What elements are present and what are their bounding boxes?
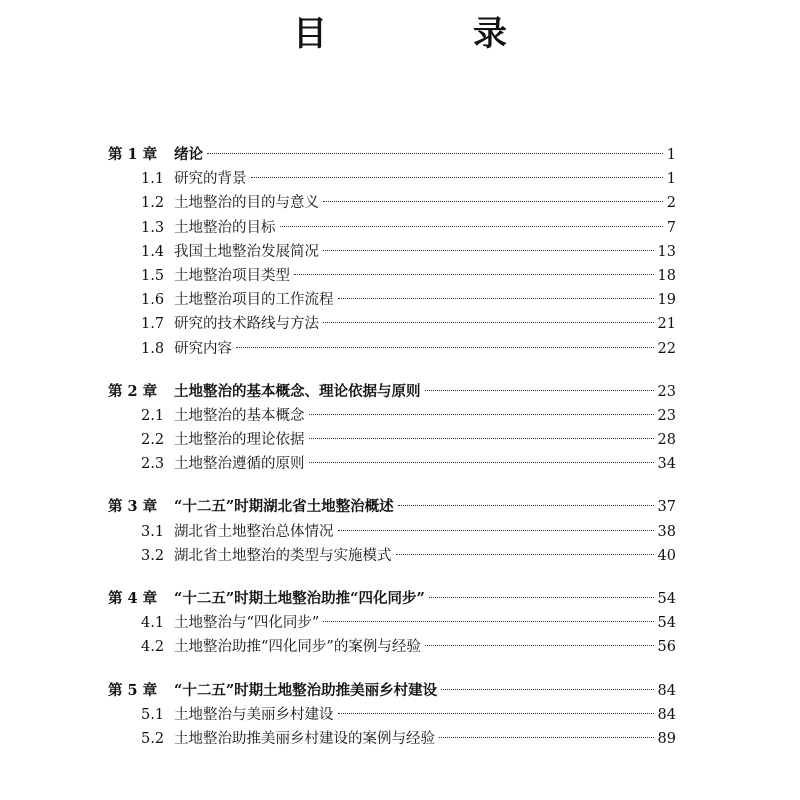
section-entry[interactable] — [108, 611, 676, 635]
dot-leader — [323, 250, 654, 251]
page-number: 23 — [657, 407, 676, 424]
section-entry[interactable] — [108, 288, 676, 312]
dot-leader — [207, 153, 663, 154]
section-title: 土地整治的目标 — [174, 219, 276, 236]
page-number: 40 — [657, 547, 676, 564]
section-title: 土地整治助推“四化同步”的案例与经验 — [174, 639, 421, 656]
dot-leader — [309, 462, 654, 463]
section-number: 2.2 — [141, 432, 165, 449]
section-entry[interactable] — [108, 264, 676, 288]
section-title: 土地整治与“四化同步” — [174, 615, 320, 632]
page-number: 1 — [666, 171, 676, 188]
section-number: 2.3 — [141, 456, 165, 473]
page-number: 37 — [657, 499, 676, 516]
section-number: 3.2 — [141, 547, 165, 564]
page-number: 19 — [657, 292, 676, 309]
chapter-block — [108, 495, 676, 568]
page-number: 89 — [657, 730, 676, 747]
section-entry[interactable] — [108, 727, 676, 751]
dot-leader — [251, 177, 663, 178]
dot-leader — [441, 689, 653, 690]
dot-leader — [425, 645, 654, 646]
section-number: 2.1 — [141, 407, 165, 424]
page-number: 21 — [657, 316, 676, 333]
section-entry[interactable] — [108, 312, 676, 336]
section-number: 5.2 — [141, 730, 165, 747]
section-title: 研究的技术路线与方法 — [174, 316, 319, 333]
section-number: 1.1 — [141, 171, 165, 188]
page-number: 34 — [657, 456, 676, 473]
section-title: 我国土地整治发展简况 — [174, 243, 319, 260]
page-number: 23 — [657, 383, 676, 400]
section-number: 1.5 — [141, 267, 165, 284]
page-number: 84 — [657, 706, 676, 723]
dot-leader — [398, 505, 654, 506]
chapter-number: 第 1 章 — [108, 146, 158, 163]
section-entry[interactable] — [108, 635, 676, 659]
chapter-entry[interactable] — [108, 380, 676, 404]
dot-leader — [338, 713, 654, 714]
section-title: 土地整治的基本概念 — [174, 407, 305, 424]
page-number: 84 — [657, 682, 676, 699]
section-title: 土地整治助推美丽乡村建设的案例与经验 — [174, 730, 435, 747]
chapter-block — [108, 380, 676, 477]
dot-leader — [396, 554, 654, 555]
chapter-number: 第 5 章 — [108, 681, 158, 699]
dot-leader — [323, 322, 654, 323]
section-title: 土地整治与美丽乡村建设 — [174, 706, 334, 723]
dot-leader — [425, 390, 654, 391]
section-entry[interactable] — [108, 452, 676, 476]
chapter-title: “十二五”时期湖北省土地整治概述 — [174, 498, 394, 516]
page-number: 56 — [657, 639, 676, 656]
chapter-block — [108, 143, 676, 361]
dot-leader — [323, 201, 663, 202]
chapter-block — [108, 587, 676, 660]
dot-leader — [309, 438, 654, 439]
page-number: 38 — [657, 523, 676, 540]
section-entry[interactable] — [108, 191, 676, 215]
dot-leader — [439, 737, 654, 738]
chapter-number: 第 3 章 — [108, 498, 158, 516]
section-number: 4.2 — [141, 639, 165, 656]
section-number: 1.6 — [141, 292, 165, 309]
chapter-block — [108, 679, 676, 752]
dot-leader — [338, 530, 654, 531]
table-of-contents — [108, 143, 676, 770]
section-entry[interactable] — [108, 703, 676, 727]
page-number: 2 — [666, 195, 676, 212]
section-title: 土地整治遵循的原则 — [174, 456, 305, 473]
chapter-entry[interactable] — [108, 587, 676, 611]
dot-leader — [294, 274, 654, 275]
dot-leader — [309, 414, 654, 415]
section-title: 研究内容 — [174, 340, 232, 357]
chapter-title: 土地整治的基本概念、理论依据与原则 — [174, 382, 421, 400]
chapter-title: 绪论 — [174, 146, 203, 163]
dot-leader — [323, 621, 653, 622]
page-number: 1 — [666, 147, 676, 163]
section-title: 土地整治项目的工作流程 — [174, 292, 334, 309]
section-number: 1.4 — [141, 243, 165, 260]
section-entry[interactable] — [108, 337, 676, 361]
section-entry[interactable] — [108, 428, 676, 452]
page-number: 54 — [657, 615, 676, 632]
dot-leader — [429, 597, 654, 598]
section-title: 湖北省土地整治的类型与实施模式 — [174, 547, 392, 564]
section-number: 4.1 — [141, 615, 165, 632]
section-number: 3.1 — [141, 523, 165, 540]
section-number: 5.1 — [141, 706, 165, 723]
section-entry[interactable] — [108, 544, 676, 568]
chapter-number: 第 4 章 — [108, 590, 158, 607]
section-number: 1.2 — [141, 195, 165, 212]
chapter-title: “十二五”时期土地整治助推美丽乡村建设 — [174, 681, 438, 699]
chapter-entry[interactable] — [108, 495, 676, 519]
section-number: 1.3 — [141, 219, 165, 236]
section-entry[interactable] — [108, 167, 676, 191]
page-number: 18 — [657, 267, 676, 284]
section-title: 土地整治的目的与意义 — [174, 195, 319, 212]
section-title: 湖北省土地整治总体情况 — [174, 523, 334, 540]
page-number: 13 — [657, 243, 676, 260]
dot-leader — [236, 347, 654, 348]
section-entry[interactable] — [108, 216, 676, 240]
section-number: 1.7 — [141, 316, 165, 333]
dot-leader — [280, 226, 663, 227]
page-title: 目 录 — [293, 14, 563, 54]
section-entry[interactable] — [108, 520, 676, 544]
section-entry[interactable] — [108, 240, 676, 264]
dot-leader — [338, 298, 654, 299]
chapter-entry[interactable] — [108, 679, 676, 703]
page-number: 22 — [657, 340, 676, 357]
page-number: 28 — [657, 432, 676, 449]
page-number: 54 — [657, 591, 676, 607]
section-title: 土地整治的理论依据 — [174, 432, 305, 449]
section-entry[interactable] — [108, 404, 676, 428]
section-title: 土地整治项目类型 — [174, 267, 290, 284]
page-number: 7 — [666, 219, 676, 236]
chapter-entry[interactable] — [108, 143, 676, 167]
section-title: 研究的背景 — [174, 171, 247, 188]
section-number: 1.8 — [141, 340, 165, 357]
chapter-title: “十二五”时期土地整治助推“四化同步” — [174, 590, 425, 607]
chapter-number: 第 2 章 — [108, 382, 158, 400]
